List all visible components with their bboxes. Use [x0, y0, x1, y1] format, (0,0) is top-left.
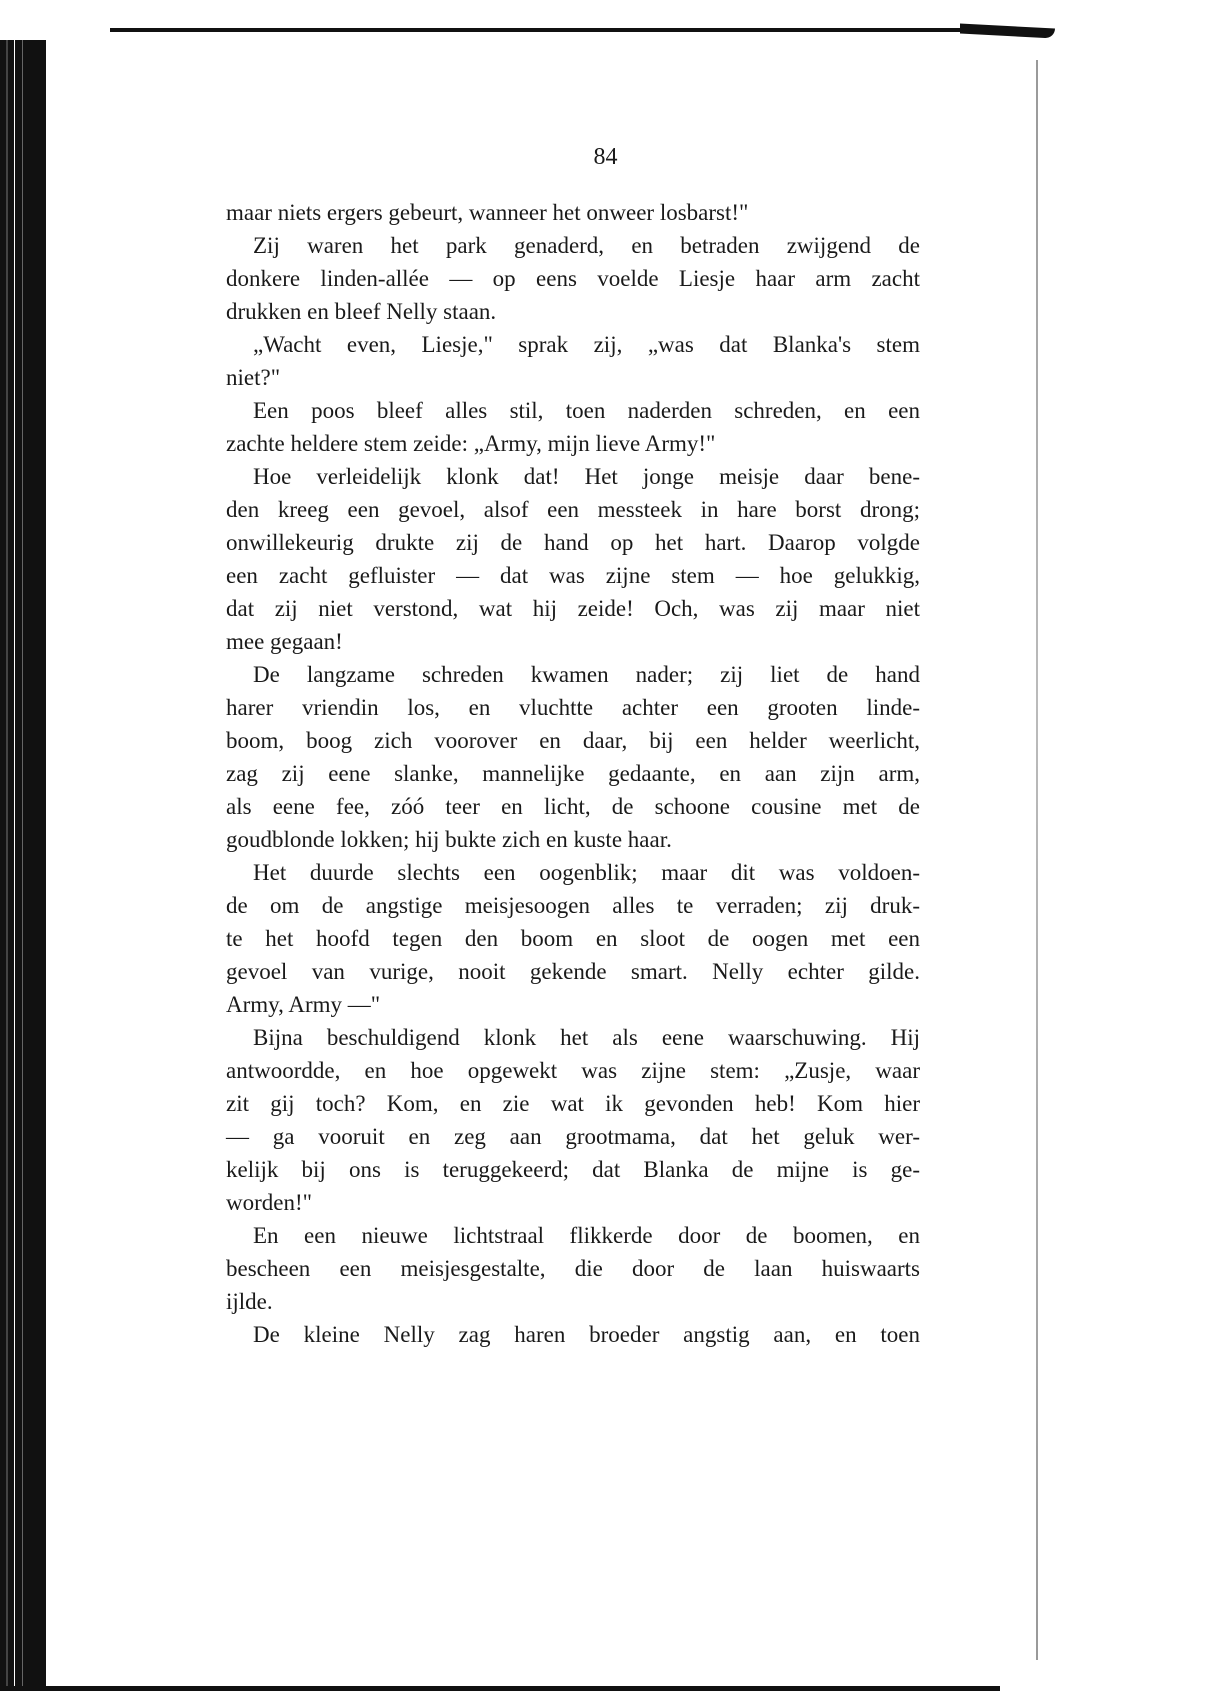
text-line: Hoe verleidelijk klonk dat! Het jonge meisje daar bene- [253, 464, 920, 489]
text-line: zachte heldere stem zeide: „Army, mijn lieve Army!" [226, 431, 716, 456]
text-line: onwillekeurig drukte zij de hand op het hart. Daarop volgde [226, 530, 920, 555]
book-binding-edge [0, 40, 46, 1690]
text-line: kelijk bij ons is teruggekeerd; dat Blanka de mijne is ge- [226, 1157, 920, 1182]
text-line: Army, Army —" [226, 992, 381, 1017]
scan-top-edge-corner [960, 24, 1055, 39]
text-line: donkere linden-allée — op eens voelde Liesje haar arm zacht [226, 266, 920, 291]
text-line: de om de angstige meisjesoogen alles te verraden; zij druk- [226, 893, 920, 918]
text-line: De kleine Nelly zag haren broeder angstig aan, en toen [253, 1322, 920, 1347]
text-line: „Wacht even, Liesje," sprak zij, „was dat Blanka's stem [253, 332, 920, 357]
text-line: drukken en bleef Nelly staan. [226, 299, 497, 324]
text-line: den kreeg een gevoel, alsof een messteek in hare borst drong; [226, 497, 920, 522]
page-right-edge [1036, 60, 1038, 1660]
scan-bottom-edge [0, 1686, 1000, 1691]
text-line: Het duurde slechts een oogenblik; maar dit was voldoen- [253, 860, 920, 885]
text-line: antwoordde, en hoe opgewekt was zijne stem: „Zusje, waar [226, 1058, 920, 1083]
text-line: boom, boog zich voorover en daar, bij een helder weerlicht, [226, 728, 920, 753]
text-line: een zacht gefluister — dat was zijne stem — hoe gelukkig, [226, 563, 920, 588]
text-line: harer vriendin los, en vluchtte achter een grooten linde- [226, 695, 920, 720]
text-line: maar niets ergers gebeurt, wanneer het onweer losbarst!" [226, 200, 749, 225]
text-line: niet?" [226, 365, 281, 390]
text-line: zag zij eene slanke, mannelijke gedaante, en aan zijn arm, [226, 761, 920, 786]
text-line: En een nieuwe lichtstraal flikkerde door de boomen, en [253, 1223, 920, 1248]
text-line: mee gegaan! [226, 629, 343, 654]
text-line: dat zij niet verstond, wat hij zeide! Och, was zij maar niet [226, 596, 920, 621]
text-line: zit gij toch? Kom, en zie wat ik gevonden heb! Kom hier [226, 1091, 920, 1116]
text-line: ijlde. [226, 1289, 273, 1314]
text-line: — ga vooruit en zeg aan grootmama, dat het geluk wer- [226, 1124, 920, 1149]
text-line: bescheen een meisjesgestalte, die door de laan huiswaarts [226, 1256, 920, 1281]
text-line: gevoel van vurige, nooit gekende smart. Nelly echter gilde. [226, 959, 920, 984]
page-number: 84 [593, 144, 618, 170]
text-line: Zij waren het park genaderd, en betraden zwijgend de [253, 233, 920, 258]
text-line: goudblonde lokken; hij bukte zich en kuste haar. [226, 827, 672, 852]
text-line: De langzame schreden kwamen nader; zij liet de hand [253, 662, 920, 687]
text-line: als eene fee, zóó teer en licht, de schoone cousine met de [226, 794, 920, 819]
body-text [226, 196, 920, 1351]
text-line: te het hoofd tegen den boom en sloot de oogen met een [226, 926, 920, 951]
text-line: Een poos bleef alles stil, toen naderden schreden, en een [253, 398, 920, 423]
scan-top-edge [110, 28, 1040, 32]
text-line: Bijna beschuldigend klonk het als eene waarschuwing. Hij [253, 1025, 920, 1050]
text-line: worden!" [226, 1190, 313, 1215]
